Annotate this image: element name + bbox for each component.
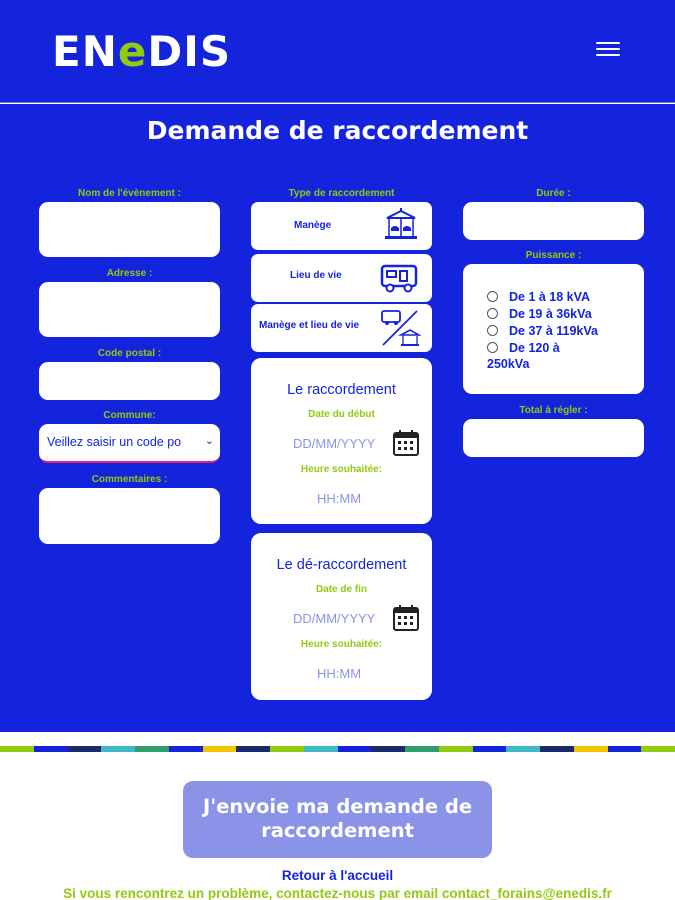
calendar-icon[interactable] (392, 429, 420, 457)
power-option-label: De 120 à (509, 341, 560, 355)
address-input[interactable] (39, 282, 220, 337)
start-time-label: Heure souhaitée: (300, 464, 383, 475)
disconnection-title: Le dé-raccordement (276, 557, 407, 573)
commune-select[interactable] (39, 424, 220, 463)
chevron-down-icon: ⌄ (204, 435, 214, 447)
commune-select-value: Veillez saisir un code po (47, 435, 182, 449)
submit-button-line2: raccordement (261, 819, 414, 842)
connection-title: Le raccordement (287, 382, 396, 398)
power-label: Puissance : (525, 250, 582, 261)
type-option-carousel-and-camper[interactable] (251, 304, 432, 352)
comments-label: Commentaires : (91, 474, 168, 485)
start-date-input[interactable]: DD/MM/YYYY (293, 436, 376, 451)
end-date-input[interactable]: DD/MM/YYYY (293, 611, 376, 626)
header-bar (0, 0, 675, 103)
start-time-input[interactable]: HH:MM (317, 491, 362, 506)
type-option-label: Lieu de vie (290, 270, 342, 281)
end-time-input[interactable]: HH:MM (317, 666, 362, 681)
end-date-label: Date de fin (315, 584, 368, 595)
camper-van-icon (380, 262, 420, 294)
enedis-logo[interactable] (52, 27, 232, 76)
address-label: Adresse : (106, 268, 153, 279)
logo-text-end: DIS (147, 27, 232, 76)
hamburger-icon[interactable] (596, 42, 620, 60)
contact-text: Si vous rencontrez un problème, contactez-nous par email contact_forains@enedis.fr (63, 886, 612, 900)
carousel-icon (383, 208, 419, 242)
carousel-and-camper-icon (379, 307, 421, 349)
event-name-input[interactable] (39, 202, 220, 257)
submit-request-button[interactable] (183, 781, 492, 858)
power-radio-1[interactable] (487, 291, 498, 302)
event-name-label: Nom de l'évènement : (78, 188, 181, 199)
power-option-label-continued: 250kVa (487, 357, 530, 371)
connection-type-label: Type de raccordement (288, 188, 395, 199)
start-date-label: Date du début (308, 409, 375, 420)
disconnection-panel (251, 533, 432, 700)
duration-label: Durée : (536, 188, 571, 199)
logo-text-start: EN (52, 27, 118, 76)
back-home-link[interactable]: Retour à l'accueil (281, 868, 394, 883)
postal-code-label: Code postal : (97, 348, 162, 359)
duration-input[interactable] (463, 202, 644, 240)
power-radio-4[interactable] (487, 342, 498, 353)
logo-text-green: e (117, 27, 148, 76)
power-radio-2[interactable] (487, 308, 498, 319)
submit-button-line1: J'envoie ma demande de (202, 795, 473, 818)
comments-textarea[interactable] (39, 488, 220, 544)
power-option-label: De 37 à 119kVa (509, 324, 598, 338)
connection-panel (251, 358, 432, 524)
power-option-label: De 1 à 18 kVA (509, 290, 591, 304)
total-output (463, 419, 644, 457)
power-option-label: De 19 à 36kVa (509, 307, 592, 321)
type-option-label: Manège (294, 220, 332, 231)
type-option-carousel[interactable] (251, 202, 432, 250)
decorative-color-stripe (0, 746, 675, 752)
type-option-camper[interactable] (251, 254, 432, 302)
end-time-label: Heure souhaitée: (300, 639, 383, 650)
form-area (0, 104, 675, 732)
commune-label: Commune: (103, 410, 156, 421)
page-title: Demande de raccordement (146, 116, 529, 145)
type-option-label: Manège et lieu de vie (259, 320, 360, 331)
power-radio-3[interactable] (487, 325, 498, 336)
postal-code-input[interactable] (39, 362, 220, 400)
total-label: Total à régler : (519, 405, 588, 416)
calendar-icon[interactable] (392, 604, 420, 632)
